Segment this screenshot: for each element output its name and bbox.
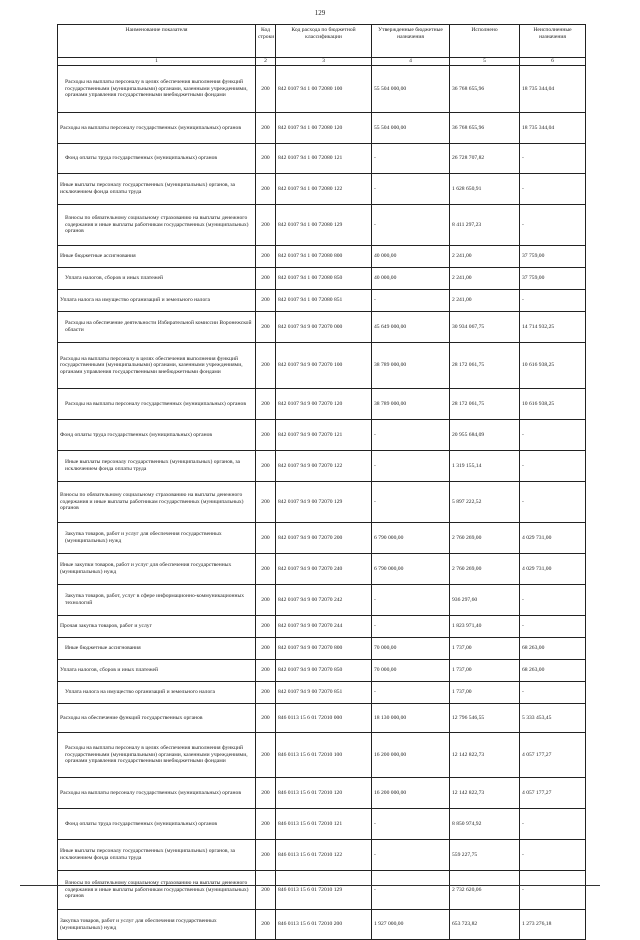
cell-approved: 38 789 000,00	[372, 389, 450, 420]
cell-executed: 12 142 822,73	[450, 733, 520, 778]
cell-name: Закупка товаров, работ и услуг для обеспечения государственных (муниципальных) нужд	[58, 910, 256, 940]
cell-name: Уплата налогов, сборов и иных платежей	[58, 268, 256, 290]
cell-approved: 70 000,00	[372, 638, 450, 660]
cell-expense-code: 842 0107 94 9 00 72070 122	[276, 451, 372, 482]
cell-expense-code: 842 0107 94 9 00 72070 851	[276, 682, 372, 704]
cell-line-code: 200	[256, 343, 276, 389]
cell-executed: 20 955 684,09	[450, 420, 520, 451]
table-row	[58, 246, 586, 268]
cell-unexecuted: -	[520, 871, 586, 910]
cell-approved: 55 504 000,00	[372, 66, 450, 113]
table-row	[58, 682, 586, 704]
table-row	[58, 554, 586, 585]
cell-executed: 12 796 546,55	[450, 704, 520, 733]
cell-name: Иные выплаты персоналу государственных (муниципальных) органов, за исключением фонда оплаты труда	[58, 840, 256, 871]
cell-line-code: 200	[256, 66, 276, 113]
cell-executed: 12 142 822,73	[450, 778, 520, 809]
cell-name: Расходы на выплаты персоналу в целях обеспечения выполнения функций государственными (муниципальными) органами, казенными учреждениями, органами управления государственными внебюджетными фондами	[58, 343, 256, 389]
cell-line-code: 200	[256, 733, 276, 778]
cell-executed: 8 850 974,92	[450, 809, 520, 840]
cell-line-code: 200	[256, 205, 276, 246]
table-row	[58, 585, 586, 616]
col-number-6: 6	[520, 58, 586, 66]
cell-expense-code: 842 0107 94 1 00 72080 122	[276, 174, 372, 205]
cell-line-code: 200	[256, 840, 276, 871]
table-row	[58, 733, 586, 778]
cell-approved: -	[372, 616, 450, 638]
table-row	[58, 389, 586, 420]
table-row	[58, 144, 586, 174]
page-number: 129	[314, 9, 326, 17]
cell-line-code: 200	[256, 246, 276, 268]
table-row	[58, 312, 586, 343]
cell-unexecuted: 37 759,00	[520, 246, 586, 268]
table-row	[58, 113, 586, 144]
cell-expense-code: 846 0113 15 6 01 72010 129	[276, 871, 372, 910]
table-row	[58, 523, 586, 554]
cell-name: Иные выплаты персоналу государственных (муниципальных) органов, за исключением фонда оплаты труда	[58, 174, 256, 205]
cell-expense-code: 846 0113 15 6 01 72010 121	[276, 809, 372, 840]
cell-name: Фонд оплаты труда государственных (муниципальных) органов	[58, 809, 256, 840]
cell-line-code: 200	[256, 585, 276, 616]
cell-expense-code: 842 0107 94 1 00 72080 100	[276, 66, 372, 113]
cell-unexecuted: 68 263,00	[520, 638, 586, 660]
cell-name: Закупка товаров, работ, услуг в сфере информационно-коммуникационных технологий	[58, 585, 256, 616]
cell-unexecuted: 18 735 344,04	[520, 113, 586, 144]
cell-line-code: 200	[256, 268, 276, 290]
header-approved: Утвержденные бюджетные назначения	[372, 25, 450, 58]
cell-unexecuted: -	[520, 482, 586, 523]
cell-executed: 36 768 655,96	[450, 66, 520, 113]
cell-expense-code: 842 0107 94 1 00 72080 850	[276, 268, 372, 290]
cell-expense-code: 842 0107 94 1 00 72080 121	[276, 144, 372, 174]
cell-approved: 16 200 000,00	[372, 778, 450, 809]
cell-expense-code: 842 0107 94 1 00 72080 800	[276, 246, 372, 268]
cell-line-code: 200	[256, 871, 276, 910]
cell-name: Расходы на выплаты персоналу государственных (муниципальных) органов	[58, 113, 256, 144]
cell-approved: 55 504 000,00	[372, 113, 450, 144]
table-row	[58, 638, 586, 660]
cell-name: Расходы на выплаты персоналу в целях обеспечения выполнения функций государственными (муниципальными) органами, казенными учреждениями, органами управления государственными внебюджетными фондами	[58, 733, 256, 778]
cell-expense-code: 842 0107 94 9 00 72070 244	[276, 616, 372, 638]
header-line-code: Код строки	[256, 25, 276, 58]
cell-line-code: 200	[256, 144, 276, 174]
cell-approved: 16 200 000,00	[372, 733, 450, 778]
table-body	[58, 66, 586, 940]
cell-approved: 40 000,00	[372, 268, 450, 290]
cell-executed: 1 319 155,14	[450, 451, 520, 482]
cell-executed: 936 297,60	[450, 585, 520, 616]
cell-name: Уплата налога на имущество организаций и земельного налога	[58, 290, 256, 312]
cell-expense-code: 842 0107 94 1 00 72080 129	[276, 205, 372, 246]
table-row	[58, 778, 586, 809]
cell-line-code: 200	[256, 420, 276, 451]
cell-name: Уплата налогов, сборов и иных платежей	[58, 660, 256, 682]
cell-unexecuted: 37 759,00	[520, 268, 586, 290]
cell-expense-code: 842 0107 94 9 00 72070 200	[276, 523, 372, 554]
cell-name: Расходы на выплаты персоналу в целях обеспечения выполнения функций государственными (муниципальными) органами, казенными учреждениями, органами управления государственными внебюджетными фондами	[58, 66, 256, 113]
cell-unexecuted: 4 029 731,00	[520, 554, 586, 585]
cell-name: Иные закупки товаров, работ и услуг для обеспечения государственных (муниципальных) нужд	[58, 554, 256, 585]
cell-expense-code: 842 0107 94 9 00 72070 100	[276, 343, 372, 389]
cell-expense-code: 846 0113 15 6 01 72010 000	[276, 704, 372, 733]
cell-unexecuted: 68 263,00	[520, 660, 586, 682]
table-row	[58, 616, 586, 638]
cell-unexecuted: -	[520, 144, 586, 174]
table-row	[58, 420, 586, 451]
table-row	[58, 871, 586, 910]
col-number-5: 5	[450, 58, 520, 66]
table-row	[58, 660, 586, 682]
cell-expense-code: 842 0107 94 9 00 72070 129	[276, 482, 372, 523]
cell-unexecuted: -	[520, 616, 586, 638]
table-row	[58, 840, 586, 871]
cell-unexecuted: -	[520, 290, 586, 312]
cell-unexecuted: -	[520, 585, 586, 616]
cell-approved: -	[372, 585, 450, 616]
cell-expense-code: 842 0107 94 9 00 72070 121	[276, 420, 372, 451]
cell-name: Расходы на обеспечение функций государственных органов	[58, 704, 256, 733]
table-row	[58, 910, 586, 940]
cell-unexecuted: -	[520, 205, 586, 246]
page-bottom-rule	[20, 885, 600, 886]
cell-executed: 1 737,00	[450, 660, 520, 682]
table-header-row	[58, 25, 586, 58]
cell-executed: 1 737,00	[450, 638, 520, 660]
table-row	[58, 482, 586, 523]
cell-name: Взносы по обязательному социальному страхованию на выплаты денежного содержания и иные выплаты работникам государственных (муниципальных) органов	[58, 871, 256, 910]
cell-executed: 26 728 707,82	[450, 144, 520, 174]
cell-name: Иные бюджетные ассигнования	[58, 246, 256, 268]
cell-executed: 653 723,82	[450, 910, 520, 940]
cell-approved: -	[372, 451, 450, 482]
cell-executed: 2 732 620,06	[450, 871, 520, 910]
cell-name: Прочая закупка товаров, работ и услуг	[58, 616, 256, 638]
cell-unexecuted: 18 735 344,04	[520, 66, 586, 113]
cell-line-code: 200	[256, 482, 276, 523]
cell-line-code: 200	[256, 554, 276, 585]
cell-unexecuted: 10 616 938,25	[520, 389, 586, 420]
col-number-3: 3	[276, 58, 372, 66]
cell-expense-code: 842 0107 94 9 00 72070 240	[276, 554, 372, 585]
cell-name: Иные выплаты персоналу государственных (муниципальных) органов, за исключением фонда оплаты труда	[58, 451, 256, 482]
cell-line-code: 200	[256, 113, 276, 144]
col-number-1: 1	[58, 58, 256, 66]
cell-name: Уплата налога на имущество организаций и земельного налога	[58, 682, 256, 704]
cell-approved: -	[372, 682, 450, 704]
cell-executed: 8 411 297,23	[450, 205, 520, 246]
cell-unexecuted: -	[520, 174, 586, 205]
cell-line-code: 200	[256, 523, 276, 554]
cell-approved: -	[372, 174, 450, 205]
cell-executed: 28 172 061,75	[450, 343, 520, 389]
cell-executed: 28 172 061,75	[450, 389, 520, 420]
cell-name: Расходы на выплаты персоналу государственных (муниципальных) органов	[58, 389, 256, 420]
cell-expense-code: 846 0113 15 6 01 72010 200	[276, 910, 372, 940]
col-number-4: 4	[372, 58, 450, 66]
cell-line-code: 200	[256, 682, 276, 704]
cell-unexecuted: -	[520, 420, 586, 451]
cell-unexecuted: 5 333 453,45	[520, 704, 586, 733]
cell-approved: -	[372, 482, 450, 523]
cell-approved: 40 000,00	[372, 246, 450, 268]
table-row	[58, 704, 586, 733]
cell-name: Закупка товаров, работ и услуг для обеспечения государственных (муниципальных) нужд	[58, 523, 256, 554]
cell-name: Расходы на выплаты персоналу государственных (муниципальных) органов	[58, 778, 256, 809]
cell-line-code: 200	[256, 809, 276, 840]
table-row	[58, 66, 586, 113]
cell-approved: -	[372, 809, 450, 840]
header-indicator-name: Наименование показателя	[58, 25, 256, 58]
header-unexecuted: Неисполненные назначения	[520, 25, 586, 58]
cell-unexecuted: -	[520, 840, 586, 871]
cell-executed: 36 768 655,96	[450, 113, 520, 144]
cell-unexecuted: -	[520, 682, 586, 704]
column-number-row	[58, 58, 586, 66]
cell-executed: 2 760 269,00	[450, 554, 520, 585]
cell-line-code: 200	[256, 660, 276, 682]
table-row	[58, 451, 586, 482]
cell-approved: -	[372, 290, 450, 312]
cell-expense-code: 842 0107 94 1 00 72080 120	[276, 113, 372, 144]
cell-approved: -	[372, 840, 450, 871]
cell-line-code: 200	[256, 312, 276, 343]
cell-approved: -	[372, 205, 450, 246]
cell-unexecuted: 4 057 177,27	[520, 778, 586, 809]
cell-expense-code: 842 0107 94 9 00 72070 850	[276, 660, 372, 682]
table-row	[58, 343, 586, 389]
cell-expense-code: 846 0113 15 6 01 72010 122	[276, 840, 372, 871]
cell-line-code: 200	[256, 704, 276, 733]
cell-name: Фонд оплаты труда государственных (муниципальных) органов	[58, 420, 256, 451]
cell-executed: 559 227,75	[450, 840, 520, 871]
table-row	[58, 290, 586, 312]
cell-expense-code: 846 0113 15 6 01 72010 100	[276, 733, 372, 778]
table-row	[58, 809, 586, 840]
cell-name: Взносы по обязательному социальному страхованию на выплаты денежного содержания и иные выплаты работникам государственных (муниципальных) органов	[58, 482, 256, 523]
cell-expense-code: 842 0107 94 9 00 72070 120	[276, 389, 372, 420]
header-executed: Исполнено	[450, 25, 520, 58]
cell-line-code: 200	[256, 910, 276, 940]
cell-expense-code: 842 0107 94 9 00 72070 800	[276, 638, 372, 660]
cell-executed: 2 241,00	[450, 246, 520, 268]
cell-approved: -	[372, 420, 450, 451]
cell-approved: 18 130 000,00	[372, 704, 450, 733]
cell-name: Иные бюджетные ассигнования	[58, 638, 256, 660]
cell-executed: 2 241,00	[450, 268, 520, 290]
cell-line-code: 200	[256, 290, 276, 312]
cell-executed: 30 934 067,75	[450, 312, 520, 343]
cell-line-code: 200	[256, 778, 276, 809]
cell-name: Фонд оплаты труда государственных (муниципальных) органов	[58, 144, 256, 174]
cell-approved: 6 790 000,00	[372, 554, 450, 585]
cell-line-code: 200	[256, 638, 276, 660]
cell-name: Расходы на обеспечение деятельности Избирательной комиссии Воронежской области	[58, 312, 256, 343]
table-row	[58, 268, 586, 290]
cell-approved: 70 000,00	[372, 660, 450, 682]
cell-approved: -	[372, 144, 450, 174]
budget-execution-table	[57, 24, 586, 940]
cell-approved: 6 790 000,00	[372, 523, 450, 554]
cell-approved: -	[372, 871, 450, 910]
cell-unexecuted: 4 029 731,00	[520, 523, 586, 554]
cell-line-code: 200	[256, 174, 276, 205]
cell-unexecuted: 1 273 276,18	[520, 910, 586, 940]
cell-executed: 1 823 971,40	[450, 616, 520, 638]
cell-executed: 2 760 269,00	[450, 523, 520, 554]
cell-unexecuted: 4 057 177,27	[520, 733, 586, 778]
cell-expense-code: 842 0107 94 9 00 72070 242	[276, 585, 372, 616]
cell-unexecuted: 14 714 932,25	[520, 312, 586, 343]
cell-unexecuted: -	[520, 809, 586, 840]
cell-executed: 1 737,00	[450, 682, 520, 704]
table-row	[58, 205, 586, 246]
header-expense-code: Код расхода по бюджетной классификации	[276, 25, 372, 58]
table-row	[58, 174, 586, 205]
cell-expense-code: 842 0107 94 1 00 72080 851	[276, 290, 372, 312]
cell-approved: 38 789 000,00	[372, 343, 450, 389]
cell-executed: 2 241,00	[450, 290, 520, 312]
cell-unexecuted: -	[520, 451, 586, 482]
cell-line-code: 200	[256, 389, 276, 420]
cell-expense-code: 842 0107 94 9 00 72070 000	[276, 312, 372, 343]
cell-unexecuted: 10 616 938,25	[520, 343, 586, 389]
cell-expense-code: 846 0113 15 6 01 72010 120	[276, 778, 372, 809]
cell-executed: 1 628 650,91	[450, 174, 520, 205]
cell-line-code: 200	[256, 616, 276, 638]
cell-executed: 5 897 222,52	[450, 482, 520, 523]
col-number-2: 2	[256, 58, 276, 66]
cell-line-code: 200	[256, 451, 276, 482]
cell-approved: 45 649 000,00	[372, 312, 450, 343]
cell-name: Взносы по обязательному социальному страхованию на выплаты денежного содержания и иные выплаты работникам государственных (муниципальных) органов	[58, 205, 256, 246]
cell-approved: 1 927 000,00	[372, 910, 450, 940]
